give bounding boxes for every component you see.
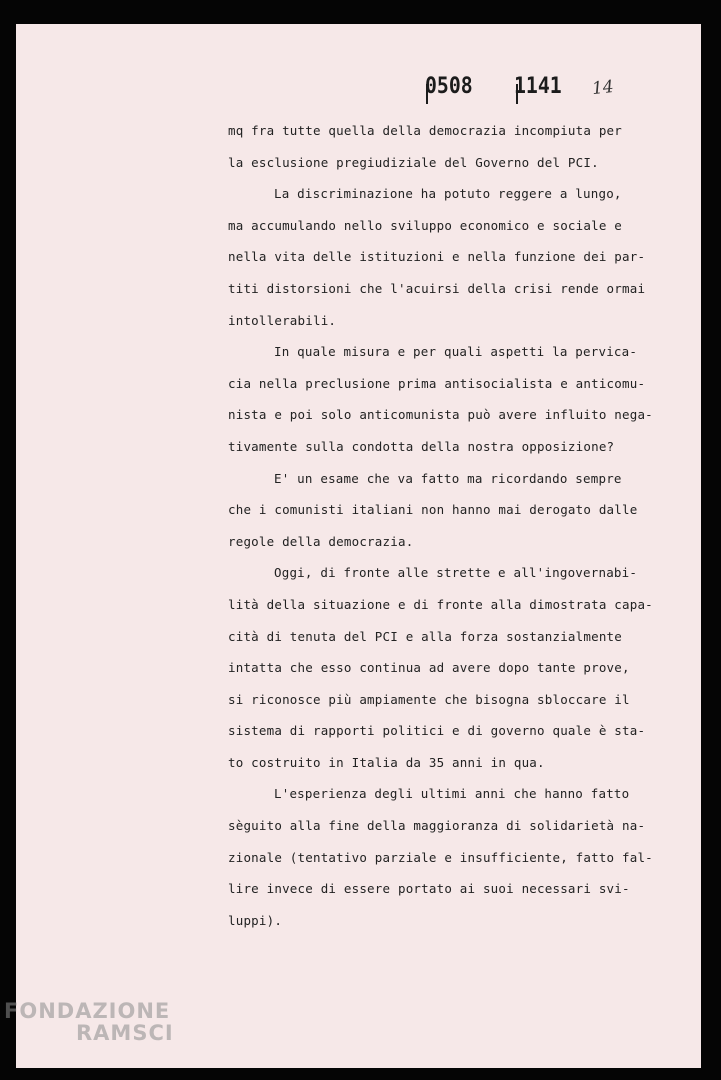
archive-stamp-right: 1141 (514, 74, 562, 99)
text-line: titi distorsioni che l'acuirsi della crisi rende ormai (228, 280, 646, 296)
text-line: La discriminazione ha potuto reggere a lungo, (274, 186, 622, 202)
text-line: zionale (tentativo parziale e insufficiente, fatto fal- (228, 849, 653, 865)
text-line: cità di tenuta del PCI e alla forza sostanzialmente (228, 628, 623, 644)
text-line: nista e poi solo anticomunista può avere influito nega- (228, 407, 653, 423)
text-line: sistema di rapporti politici e di governo quale è sta- (228, 723, 646, 739)
watermark-line: RAMSCI (76, 1021, 174, 1045)
text-line: E' un esame che va fatto ma ricordando sempre (274, 470, 622, 486)
text-line: mq fra tutte quella della democrazia incompiuta per (228, 123, 623, 138)
text-line: nella vita delle istituzioni e nella funzione dei par- (228, 249, 646, 265)
handwritten-page-number: 14 (591, 76, 615, 100)
archive-stamp-left: 0508 (425, 74, 473, 99)
text-line: In quale misura e per quali aspetti la pervica- (274, 344, 638, 360)
typewritten-body (228, 118, 653, 939)
watermark-line: FONDAZIONE (4, 999, 171, 1023)
text-line: intollerabili. (228, 312, 337, 328)
text-line: si riconosce più ampiamente che bisogna sbloccare il (228, 691, 630, 707)
text-line: intatta che esso continua ad avere dopo tante prove, (228, 660, 630, 676)
text-line: lire invece di essere portato ai suoi necessari svi- (228, 881, 630, 897)
text-line: to costruito in Italia da 35 anni in qua. (228, 754, 545, 770)
text-line: regole della democrazia. (228, 533, 414, 549)
text-line: che i comunisti italiani non hanno mai derogato dalle (228, 502, 638, 518)
text-line: ma accumulando nello sviluppo economico e sociale e (228, 217, 623, 233)
text-line: Oggi, di fronte alle strette e all'ingovernabi- (274, 565, 638, 581)
text-line: L'esperienza degli ultimi anni che hanno fatto (274, 786, 630, 802)
text-line: luppi). (228, 912, 283, 928)
text-line: cia nella preclusione prima antisocialista e anticomu- (228, 375, 646, 391)
text-line: sèguito alla fine della maggioranza di solidarietà na- (228, 818, 646, 834)
fondazione-gramsci-watermark (4, 1000, 174, 1044)
text-line: lità della situazione e di fronte alla dimostrata capa- (228, 596, 653, 612)
text-line: tivamente sulla condotta della nostra opposizione? (228, 438, 615, 454)
text-line: la esclusione pregiudiziale del Governo del PCI. (228, 154, 599, 170)
